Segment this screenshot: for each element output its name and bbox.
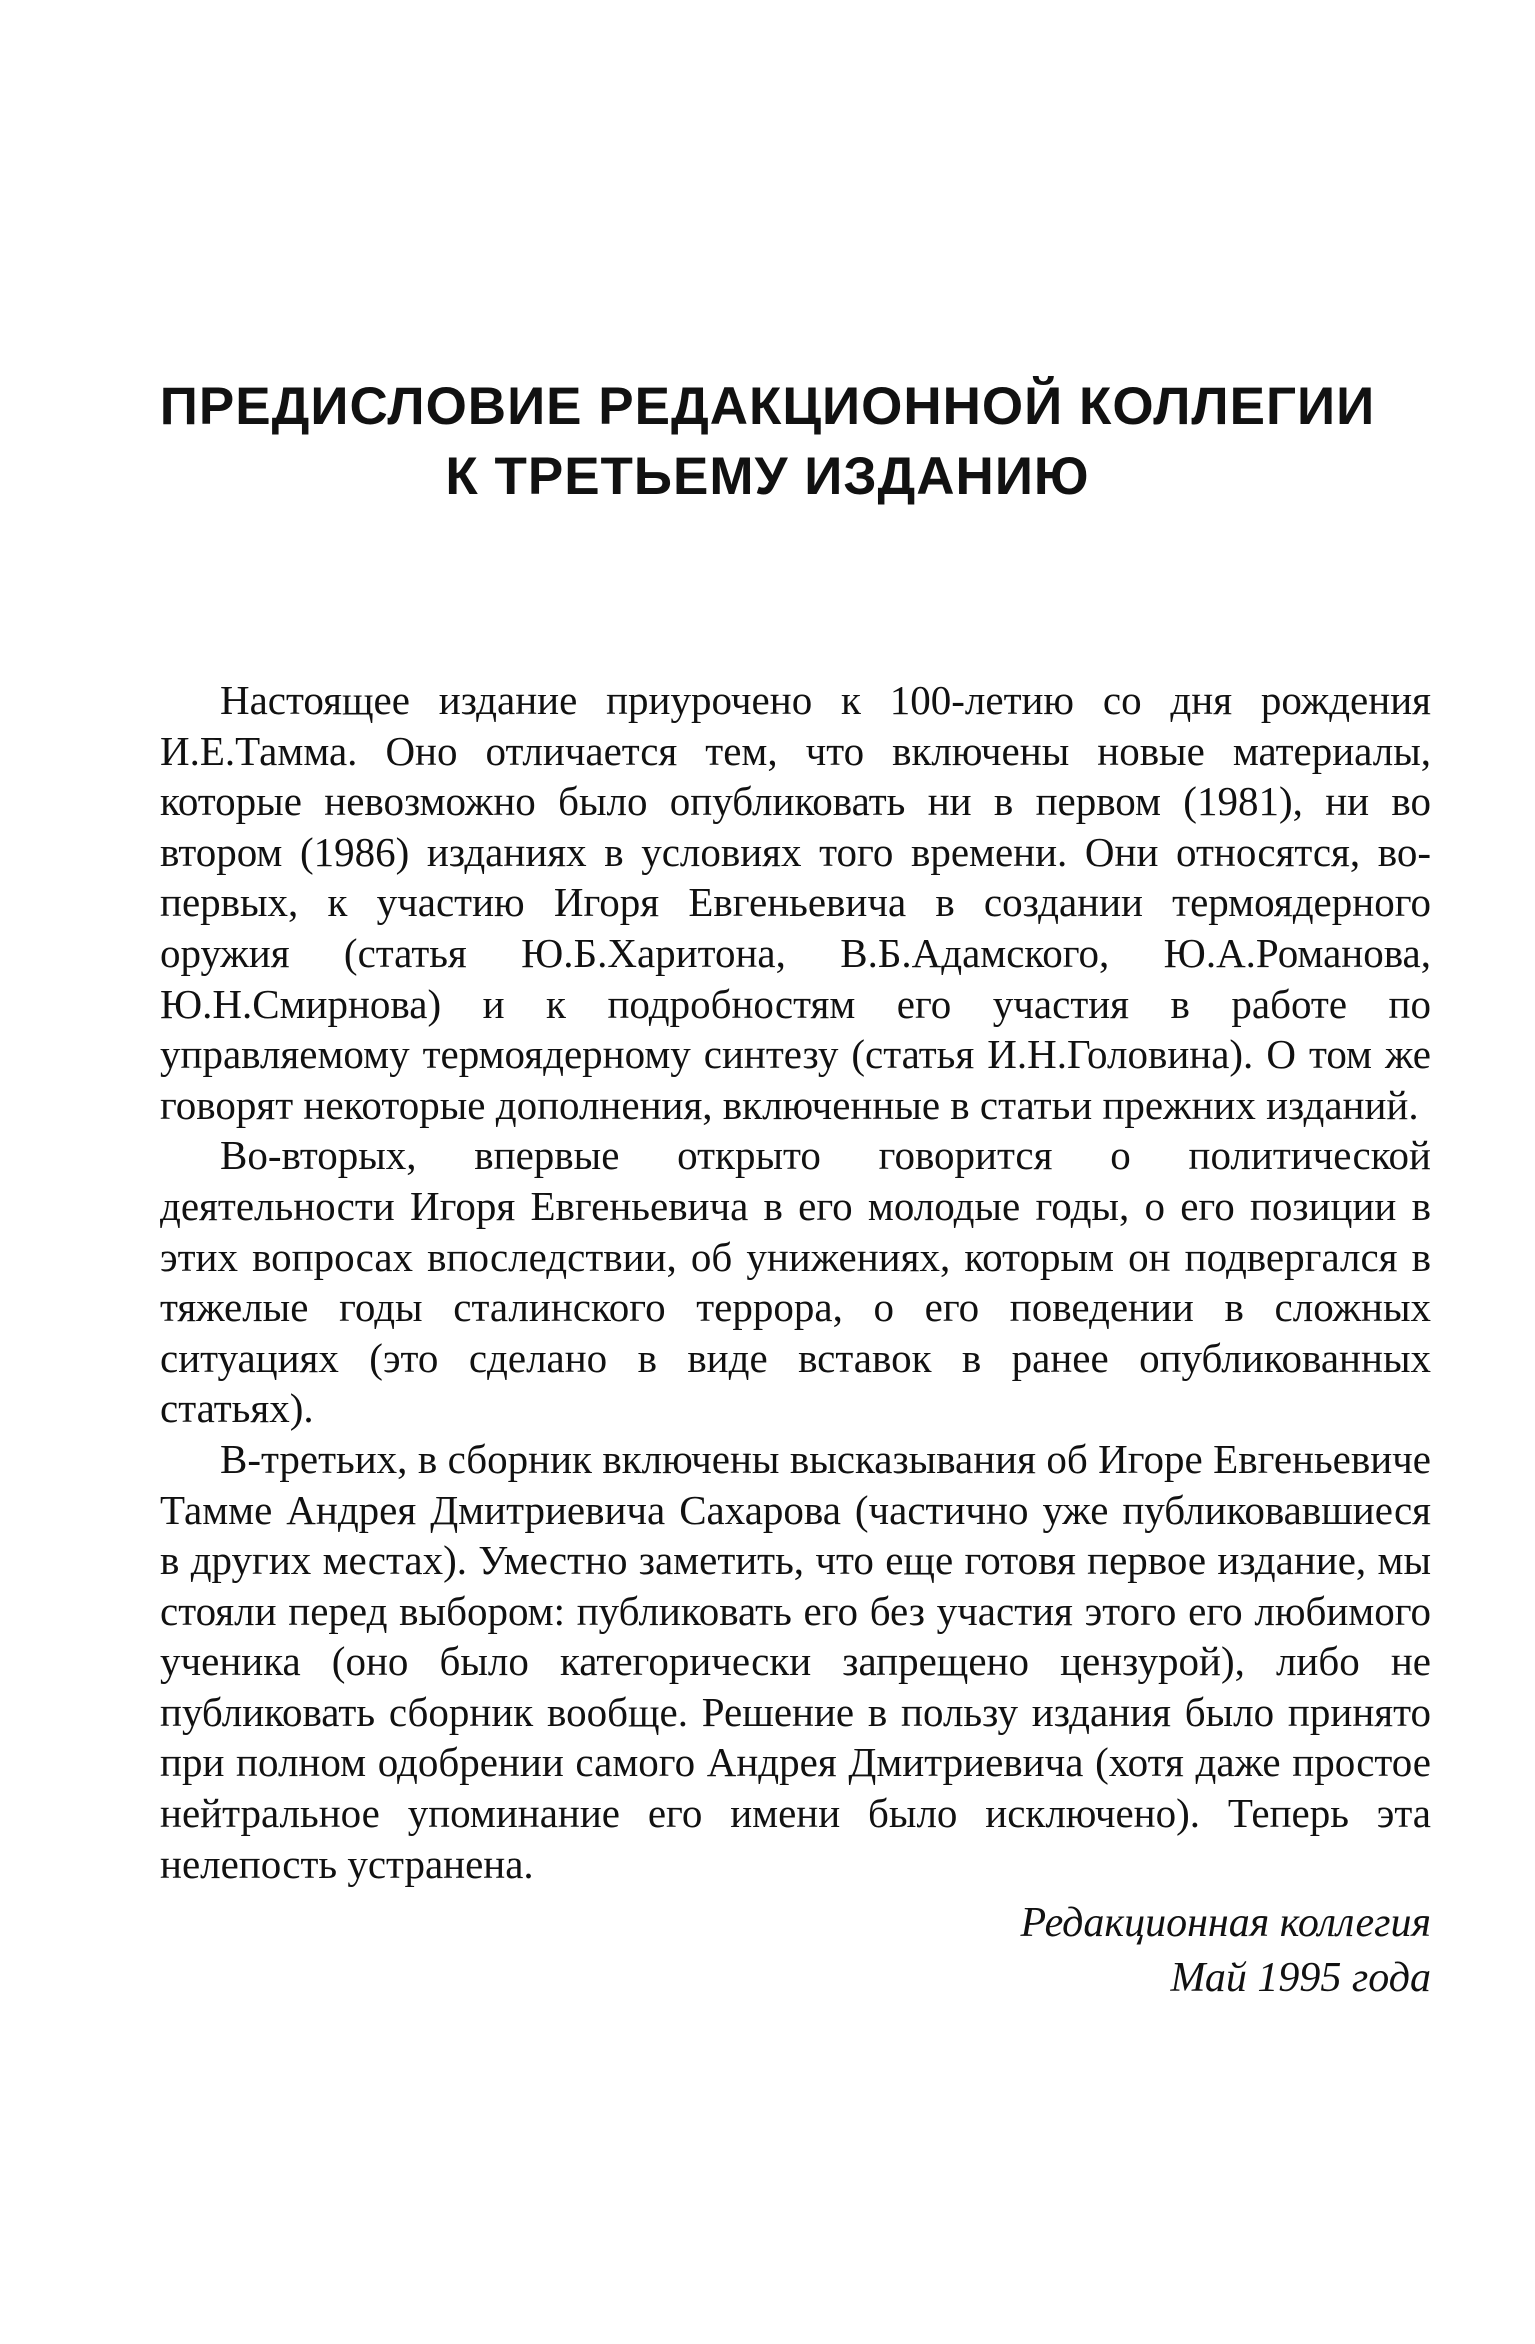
body-text xyxy=(160,675,1431,1889)
paragraph-1: Настоящее издание приурочено к 100-летию со дня рождения И.Е.Тамма. Оно отличается тем, что включены новые материалы, которые невозможно было опубликовать ни в первом (1981), ни во втором (1986) изданиях в условиях того времени. Они относятся, во-первых, к участию Игоря Евгеньевича в создании термоядерного оружия (статья Ю.Б.Харитона, В.Б.Адамского, Ю.А.Романова, Ю.Н.Смирнова) и к подробностям его участия в работе по управляемому термоядерному синтезу (статья И.Н.Головина). О том же говорят некоторые дополнения, включенные в статьи прежних изданий. xyxy=(160,677,1431,1128)
title-line-1: ПРЕДИСЛОВИЕ РЕДАКЦИОННОЙ КОЛЛЕГИИ xyxy=(159,377,1376,436)
signature-author: Редакционная коллегия xyxy=(1020,1900,1431,1946)
paragraph-2: Во-вторых, впервые открыто говорится о политической деятельности Игоря Евгеньевича в его молодые годы, о его позиции в этих вопросах впоследствии, об унижениях, которым он подвергался в тяжелые годы сталинского террора, о его поведении в сложных ситуациях (это сделано в виде вставок в ранее опубликованных статьях). xyxy=(160,1132,1431,1432)
page-title xyxy=(100,372,1435,512)
signature-date: Май 1995 года xyxy=(1170,1955,1431,2001)
signature-block xyxy=(1020,1896,1431,2006)
paragraph-3: В-третьих, в сборник включены высказывания об Игоре Евгеньевиче Тамме Андрея Дмитриевича Сахарова (частично уже публиковавшиеся в других местах). Уместно заметить, что еще готовя первое издание, мы стояли перед выбором: публиковать его без участия этого его любимого ученика (оно было категорически запрещено цензурой), либо не публиковать сборник вообще. Решение в пользу издания было принято при полном одобрении самого Андрея Дмитриевича (хотя даже простое нейтральное упоминание его имени было исключено). Теперь эта нелепость устранена. xyxy=(160,1435,1431,1887)
title-line-2: К ТРЕТЬЕМУ ИЗДАНИЮ xyxy=(445,447,1090,506)
